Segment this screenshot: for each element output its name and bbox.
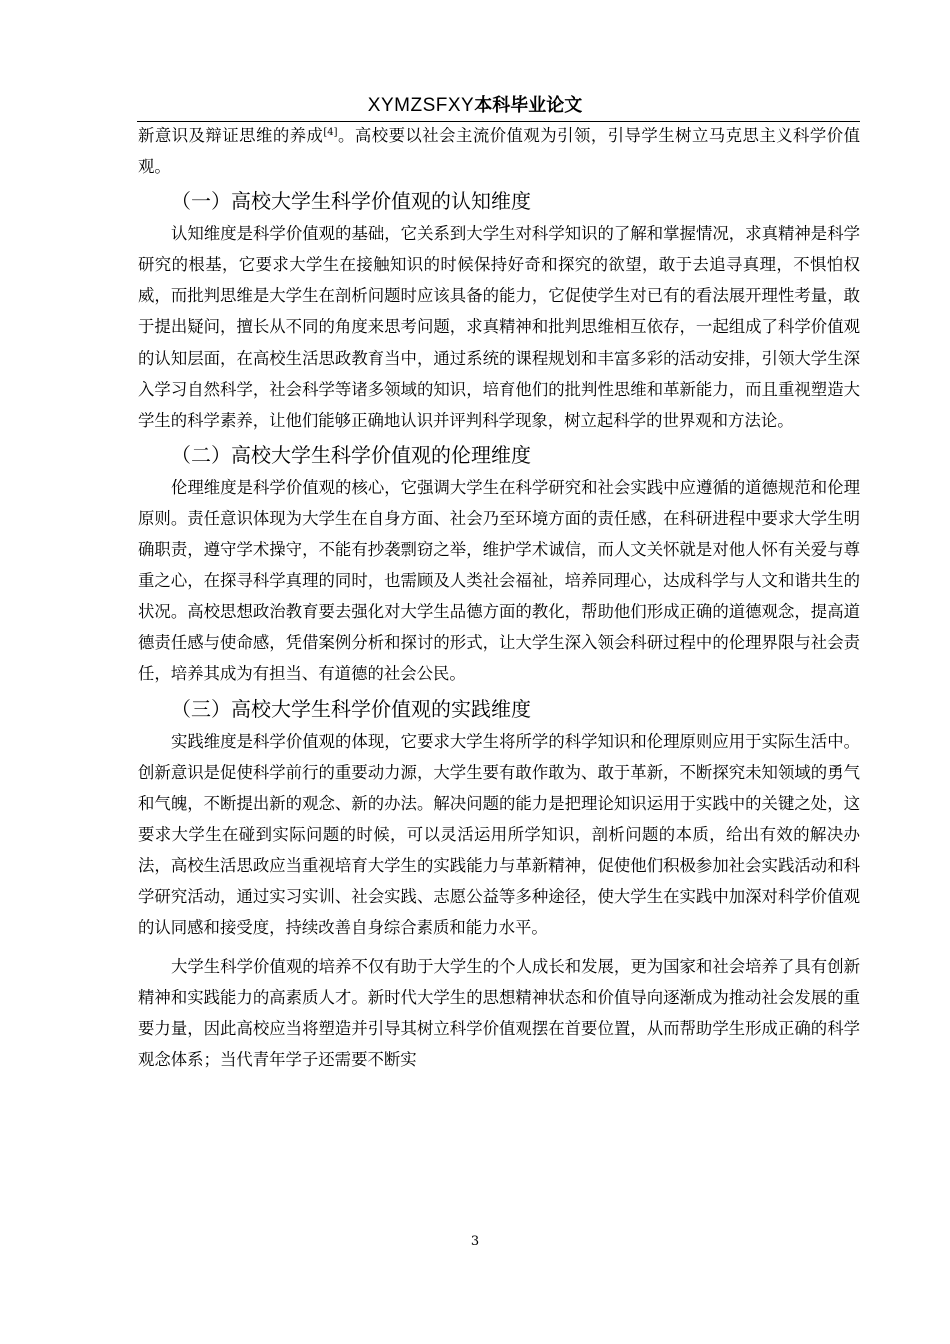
section-heading-practical: （三）高校大学生科学价值观的实践维度 (171, 696, 531, 721)
page-number: 3 (470, 1234, 480, 1249)
section-paragraph-cognitive: 认知维度是科学价值观的基础，它关系到大学生对科学知识的了解和掌握情况，求真精神是科学研究的根基，它要求大学生在接触知识的时候保持好奇和探究的欲望，敢于去追寻真理，不惧怕权威，而批判思维是大学生在剖析问题时应该具备的能力，它促使学生对已有的看法展开理性考量，敢于提出疑问，擅长从不同的角度来思考问题，求真精神和批判思维相互依存，一起组成了科学价值观的认知层面，在高校生活思政教育当中，通过系统的课程规划和丰富多彩的活动安排，引领大学生深入学习自然科学，社会科学等诸多领域的知识，培育他们的批判性思维和革新能力，而且重视塑造大学生的科学素养，让他们能够正确地认识并评判科学现象，树立起科学的世界观和方法论。 (138, 224, 860, 430)
intro-paragraph (138, 120, 860, 182)
header-label: 本科毕业论文 (474, 95, 583, 116)
closing-paragraph: 大学生科学价值观的培养不仅有助于大学生的个人成长和发展，更为国家和社会培养了具有创新精神和实践能力的高素质人才。新时代大学生的思想精神状态和价值导向逐渐成为推动社会发展的重要力量，因此高校应当将塑造并引导其树立科学价值观摆在首要位置，从而帮助学生形成正确的科学观念体系；当代青年学子还需要不断实 (138, 957, 860, 1070)
running-header (0, 94, 950, 118)
intro-text-before: 新意识及辩证思维的养成 (138, 126, 324, 145)
section-heading-ethical: （二）高校大学生科学价值观的伦理维度 (171, 442, 531, 467)
header-code: XYMZSFXY (367, 95, 475, 116)
section-paragraph-practical: 实践维度是科学价值观的体现，它要求大学生将所学的科学知识和伦理原则应用于实际生活中。创新意识是促使科学前行的重要动力源，大学生要有敢作敢为、敢于革新，不断探究未知领域的勇气和气魄，不断提出新的观念、新的办法。解决问题的能力是把理论知识运用于实践中的关键之处，这要求大学生在碰到实际问题的时候，可以灵活运用所学知识，剖析问题的本质，给出有效的解决办法，高校生活思政应当重视培育大学生的实践能力与革新精神，促使他们积极参加社会实践活动和科学研究活动，通过实习实训、社会实践、志愿公益等多种途径，使大学生在实践中加深对科学价值观的认同感和接受度，持续改善自身综合素质和能力水平。 (138, 731, 860, 938)
section-paragraph-ethical: 伦理维度是科学价值观的核心，它强调大学生在科学研究和社会实践中应遵循的道德规范和伦理原则。责任意识体现为大学生在自身方面、社会乃至环境方面的责任感，在科研进程中要求大学生明确职责，遵守学术操守，不能有抄袭剽窃之举，维护学术诚信，而人文关怀就是对他人怀有关爱与尊重之心，在探寻科学真理的同时，也需顾及人类社会福祉，培养同理心，达成科学与人文和谐共生的状况。高校思想政治教育要去强化对大学生品德方面的教化，帮助他们形成正确的道德观念，提高道德责任感与使命感，凭借案例分析和探讨的形式，让大学生深入领会科研过程中的伦理界限与社会责任，培养其成为有担当、有道德的社会公民。 (138, 477, 860, 684)
citation-marker: [4] (323, 127, 338, 138)
section-heading-cognitive: （一）高校大学生科学价值观的认知维度 (171, 189, 531, 214)
intro-text-after: 。高校要以社会主流价值观为引领，引导学生树立马克思主义科学价值观。 (138, 126, 861, 177)
body-content (138, 120, 860, 1076)
